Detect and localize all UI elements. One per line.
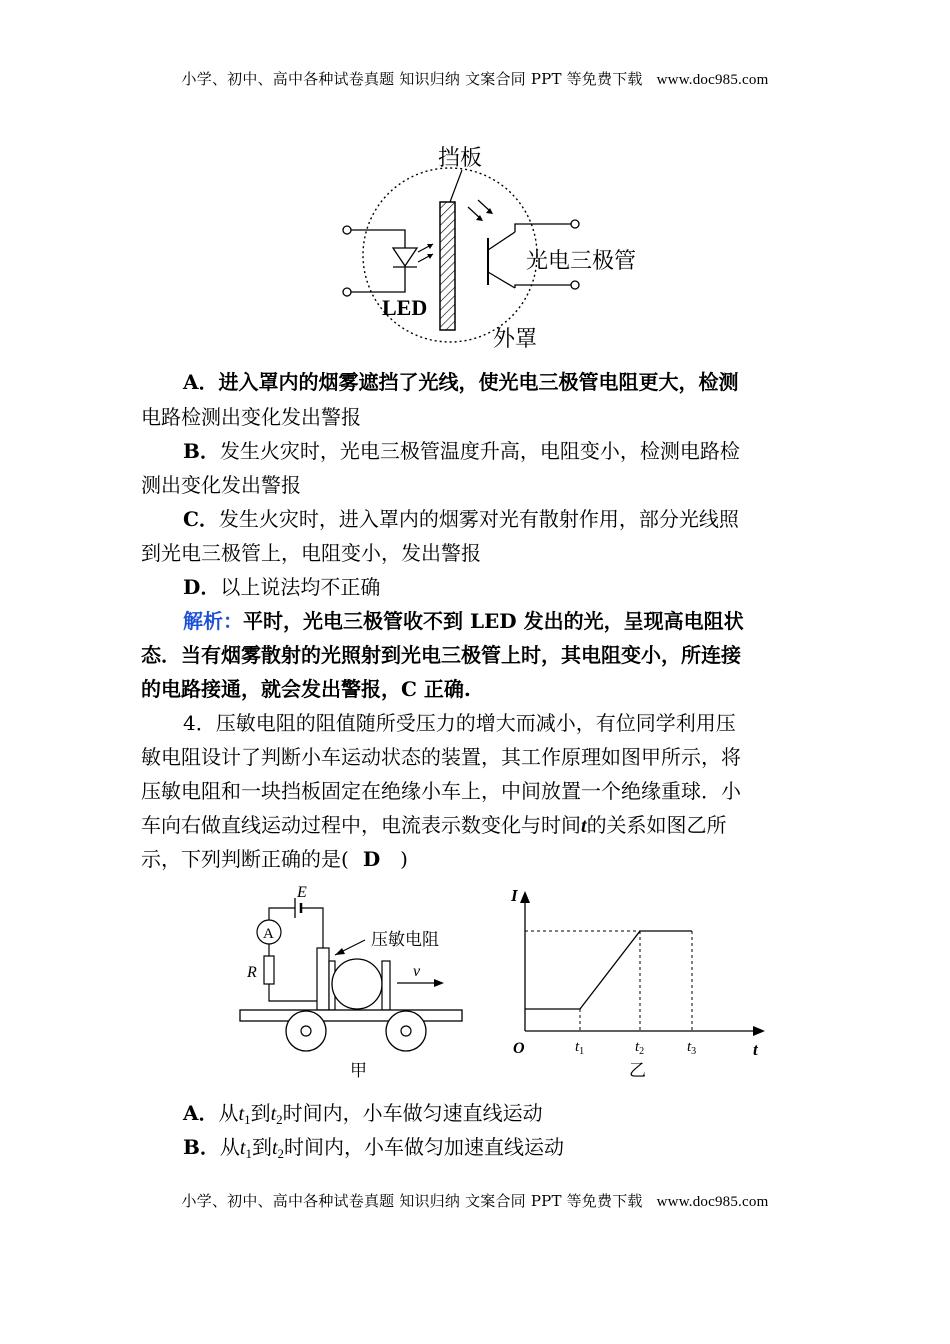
subscript: 1 — [245, 1146, 252, 1161]
q4-stem-line5 — [141, 846, 813, 872]
subscript: 2 — [276, 1112, 283, 1127]
option-letter: B． — [183, 1135, 220, 1159]
led-label: LED — [382, 295, 428, 320]
option-text: 到 — [251, 1135, 272, 1159]
page-header — [0, 68, 950, 89]
q4-stem-line3: 压敏电阻和一块挡板固定在绝缘小车上，中间放置一个绝缘重球．小 — [141, 779, 741, 803]
option-text: 发生火灾时，光电三极管温度升高，电阻变小，检测电路检 — [219, 439, 740, 463]
x-axis-label: t — [753, 1040, 758, 1059]
stem-text: ) — [400, 847, 408, 871]
y-axis-label: I — [511, 886, 518, 905]
stem-text: 示，下列判断正确的是( — [141, 847, 349, 871]
q4-stem-line1: 4．压敏电阻的阻值随所受压力的增大而减小，有位同学利用压 — [183, 711, 736, 735]
subscript: 1 — [244, 1112, 251, 1127]
time-variable: t — [271, 1137, 278, 1159]
option-text: 从 — [218, 1101, 239, 1125]
q3-option-a-line2: 电路检测出变化发出警报 — [141, 405, 361, 429]
q3-option-d — [183, 574, 813, 600]
q4-stem-line2: 敏电阻设计了判断小车运动状态的装置，其工作原理如图甲所示，将 — [141, 745, 741, 769]
analysis-line3: 的电路接通，就会发出警报，C 正确. — [141, 677, 471, 701]
q4-stem-line4 — [141, 812, 813, 839]
option-text: 进入罩内的烟雾遮挡了光线，使光电三极管电阻更大，检测 — [218, 370, 739, 394]
time-variable: t — [238, 1103, 245, 1125]
current-curve — [525, 931, 692, 1009]
cart-platform — [240, 1010, 462, 1021]
phototransistor-label: 光电三极管 — [526, 249, 637, 274]
option-letter: D． — [183, 575, 221, 599]
header-site: www.doc985.com — [656, 72, 769, 88]
figure-yi-caption: 乙 — [629, 1061, 646, 1081]
stem-text: 车向右做直线运动过程中，电流表示数变化与时间 — [141, 813, 581, 837]
option-text: 时间内，小车做匀加速直线运动 — [284, 1135, 565, 1159]
pressure-resistor-label: 压敏电阻 — [371, 930, 439, 950]
analysis-line1 — [183, 608, 813, 634]
tick-t2: $t_2$ — [635, 1039, 645, 1057]
subscript: 2 — [277, 1146, 285, 1161]
q3-option-b-line2: 测出变化发出警报 — [141, 473, 301, 497]
ammeter-label: A — [263, 926, 274, 942]
answer-choice: D — [362, 847, 381, 871]
stem-text: 的关系如图乙所 — [586, 813, 727, 837]
option-letter: A． — [183, 1101, 219, 1125]
analysis-label: 解析： — [183, 609, 243, 633]
footer-site: www.doc985.com — [656, 1194, 769, 1210]
option-letter: A． — [183, 370, 219, 394]
analysis-line2: 态．当有烟雾散射的光照射到光电三极管上时，其电阻变小，所连接 — [141, 643, 741, 667]
time-variable: t — [239, 1137, 246, 1159]
figure-yi — [505, 883, 775, 1083]
smoke-detector-figure — [330, 140, 670, 355]
baffle-label: 挡板 — [438, 146, 483, 171]
figure-jia-caption: 甲 — [350, 1061, 367, 1081]
baffle — [440, 202, 455, 330]
q3-option-a-line1 — [183, 369, 813, 395]
q3-option-c-line1 — [183, 506, 813, 532]
baffle-pointer — [450, 170, 462, 202]
figure-jia — [235, 883, 470, 1083]
option-letter: B． — [183, 439, 220, 463]
led-terminal-bottom — [343, 288, 351, 296]
option-text: 从 — [219, 1135, 240, 1159]
origin-label: O — [513, 1040, 525, 1057]
option-text: 发生火灾时，进入罩内的烟雾对光有散射作用，部分光线照 — [218, 507, 739, 531]
tick-t1: $t_1$ — [575, 1039, 585, 1057]
heavy-ball — [332, 959, 382, 1009]
led-terminal-top — [343, 226, 351, 234]
pressure-resistor — [317, 948, 329, 1010]
option-text: 到 — [250, 1101, 271, 1125]
option-text: 时间内，小车做匀速直线运动 — [282, 1101, 543, 1125]
led-diode — [393, 248, 417, 266]
q4-option-b — [183, 1134, 813, 1167]
time-variable: t — [270, 1103, 277, 1125]
right-baffle — [382, 961, 390, 1010]
velocity-label: v — [413, 963, 421, 980]
time-variable: t — [581, 815, 587, 837]
tick-t3: $t_3$ — [687, 1039, 697, 1057]
q3-option-c-line2: 到光电三极管上，电阻变小，发出警报 — [141, 541, 481, 565]
footer-text: 小学、初中、高中各种试卷真题 知识归纳 文案合同 PPT 等免费下载 — [181, 1192, 643, 1210]
option-text: 以上说法均不正确 — [220, 575, 381, 599]
analysis-text: 平时，光电三极管收不到 LED 发出的光，呈现高电阻状 — [243, 609, 744, 633]
page-footer — [0, 1190, 950, 1211]
q4-option-a — [183, 1100, 813, 1133]
header-text: 小学、初中、高中各种试卷真题 知识归纳 文案合同 PPT 等免费下载 — [181, 70, 643, 88]
q3-option-b-line1 — [183, 438, 813, 464]
resistor-r-label: R — [247, 964, 257, 981]
phototransistor-terminal-bottom — [571, 281, 579, 289]
cover-label: 外罩 — [493, 327, 538, 352]
battery-label: E — [297, 884, 307, 901]
phototransistor-terminal-top — [571, 220, 579, 228]
resistor-r — [264, 956, 274, 984]
option-letter: C． — [183, 507, 219, 531]
